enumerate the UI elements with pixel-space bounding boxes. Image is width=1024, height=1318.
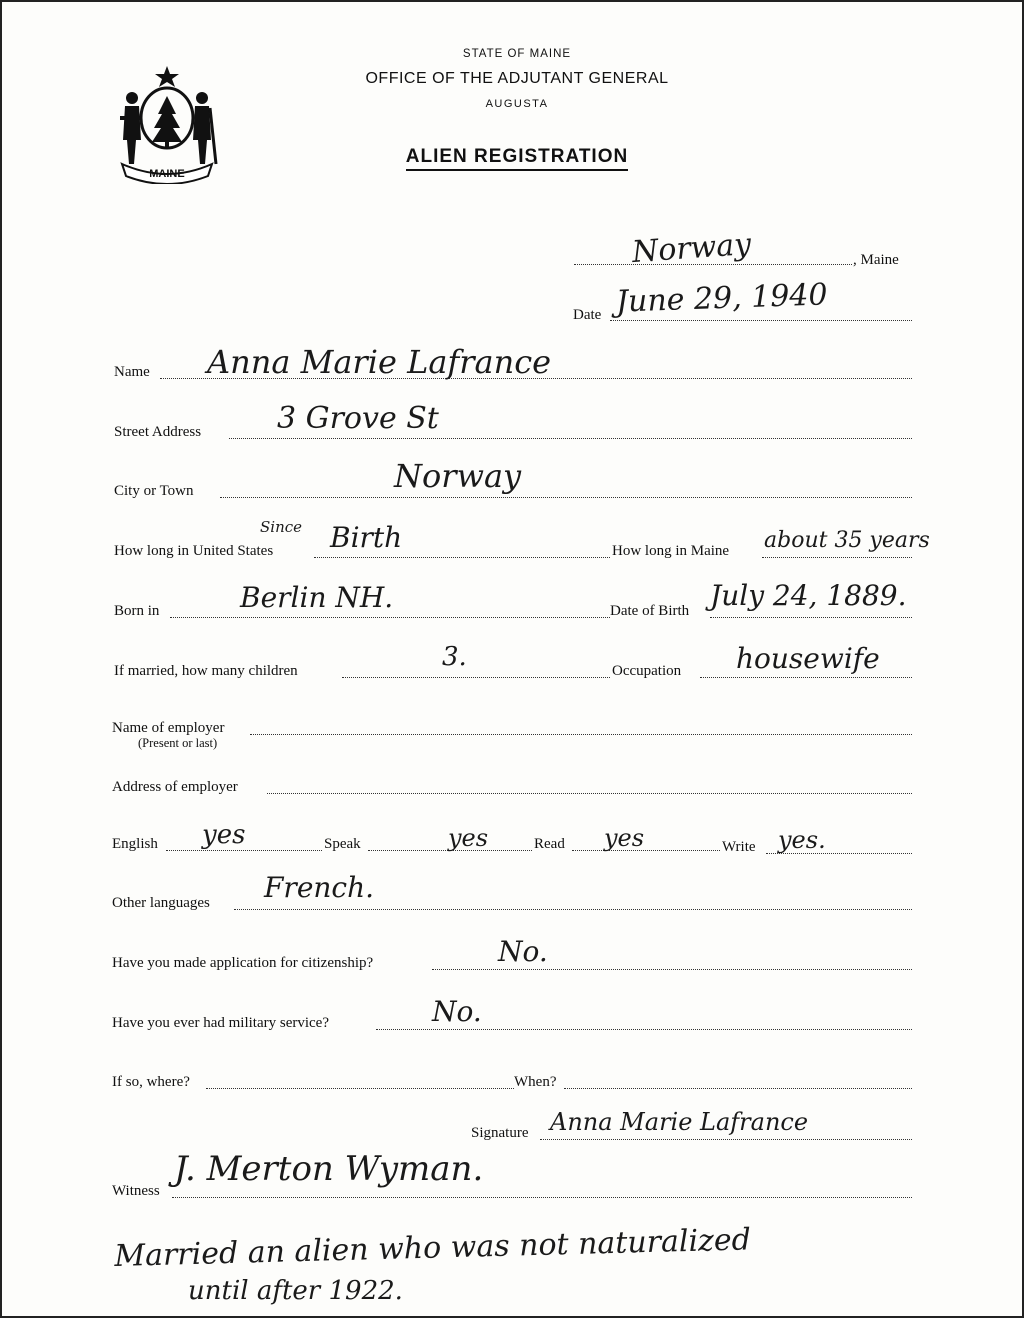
- write-label: Write: [722, 839, 756, 855]
- born-in-line: [170, 617, 610, 618]
- english-label: English: [112, 836, 158, 852]
- maine-label: , Maine: [853, 252, 899, 268]
- children-entry: 3.: [442, 642, 467, 672]
- born-in-label: Born in: [114, 603, 160, 619]
- street-entry: 3 Grove St: [277, 401, 439, 436]
- when-line: [564, 1088, 912, 1089]
- children-line: [342, 677, 610, 678]
- employer-name-sublabel: (Present or last): [138, 736, 218, 750]
- occupation-label: Occupation: [612, 663, 682, 679]
- military-line: [376, 1029, 912, 1030]
- city-label: City or Town: [114, 483, 194, 499]
- how-long-maine-entry: about 35 years: [764, 528, 930, 553]
- seal-label: MAINE: [149, 168, 185, 180]
- if-so-where-line: [206, 1088, 514, 1089]
- signature-entry: Anna Marie Lafrance: [550, 1108, 809, 1136]
- employer-address-line: [267, 793, 912, 794]
- employer-name-line: [250, 734, 912, 735]
- how-long-us-entry: Birth: [330, 521, 403, 554]
- other-languages-line: [234, 909, 912, 910]
- citizenship-label: Have you made application for citizenship?: [112, 955, 374, 971]
- other-languages-entry: French.: [264, 871, 375, 904]
- signature-label: Signature: [471, 1125, 529, 1141]
- witness-line: [172, 1197, 912, 1198]
- date-of-birth-label: Date of Birth: [610, 603, 690, 619]
- employer-address-label: Address of employer: [112, 779, 238, 795]
- witness-label: Witness: [112, 1183, 160, 1199]
- military-label: Have you ever had military service?: [112, 1015, 329, 1031]
- signature-line: [540, 1139, 912, 1140]
- read-line: [572, 850, 720, 851]
- born-in-entry: Berlin NH.: [240, 581, 394, 614]
- occupation-line: [700, 677, 912, 678]
- citizenship-line: [432, 969, 912, 970]
- employer-name-label: Name of employer: [112, 720, 225, 736]
- occupation-entry: housewife: [736, 642, 880, 675]
- header-state: STATE OF MAINE: [462, 48, 572, 60]
- form-title-text: ALIEN REGISTRATION: [406, 146, 628, 171]
- name-label: Name: [114, 364, 150, 380]
- header-office: OFFICE OF THE ADJUTANT GENERAL: [365, 70, 669, 87]
- note-line-2: until after 1922.: [188, 1276, 403, 1306]
- read-entry: yes: [604, 824, 645, 852]
- street-line: [229, 438, 912, 439]
- english-line: [166, 850, 322, 851]
- state-seal-icon: [112, 60, 222, 184]
- children-label: If married, how many children: [114, 663, 298, 679]
- town-entry: Norway: [630, 226, 753, 271]
- when-label: When?: [514, 1074, 557, 1090]
- how-long-us-line: [314, 557, 610, 558]
- header-city: AUGUSTA: [485, 98, 549, 110]
- name-entry: Anna Marie Lafrance: [207, 343, 552, 381]
- write-entry: yes.: [778, 826, 826, 854]
- form-title: [342, 146, 692, 168]
- how-long-maine-line: [762, 557, 912, 558]
- military-entry: No.: [432, 995, 482, 1028]
- city-line: [220, 497, 912, 498]
- date-line: [610, 320, 912, 321]
- date-of-birth-entry: July 24, 1889.: [710, 579, 907, 612]
- speak-label: Speak: [324, 836, 361, 852]
- speak-entry: yes: [448, 824, 489, 852]
- street-label: Street Address: [114, 424, 202, 440]
- date-label: Date: [573, 307, 602, 323]
- if-so-where-label: If so, where?: [112, 1074, 190, 1090]
- citizenship-entry: No.: [498, 935, 548, 968]
- how-long-us-label: How long in United States: [114, 543, 274, 559]
- other-languages-label: Other languages: [112, 895, 210, 911]
- how-long-us-note: Since: [260, 518, 303, 536]
- date-of-birth-line: [710, 617, 912, 618]
- note-line-1: Married an alien who was not naturalized: [113, 1222, 752, 1274]
- read-label: Read: [534, 836, 565, 852]
- how-long-maine-label: How long in Maine: [612, 543, 730, 559]
- english-entry: yes: [202, 820, 246, 850]
- date-entry: June 29, 1940: [615, 277, 829, 320]
- witness-entry: J. Merton Wyman.: [174, 1149, 484, 1189]
- city-entry: Norway: [394, 457, 522, 495]
